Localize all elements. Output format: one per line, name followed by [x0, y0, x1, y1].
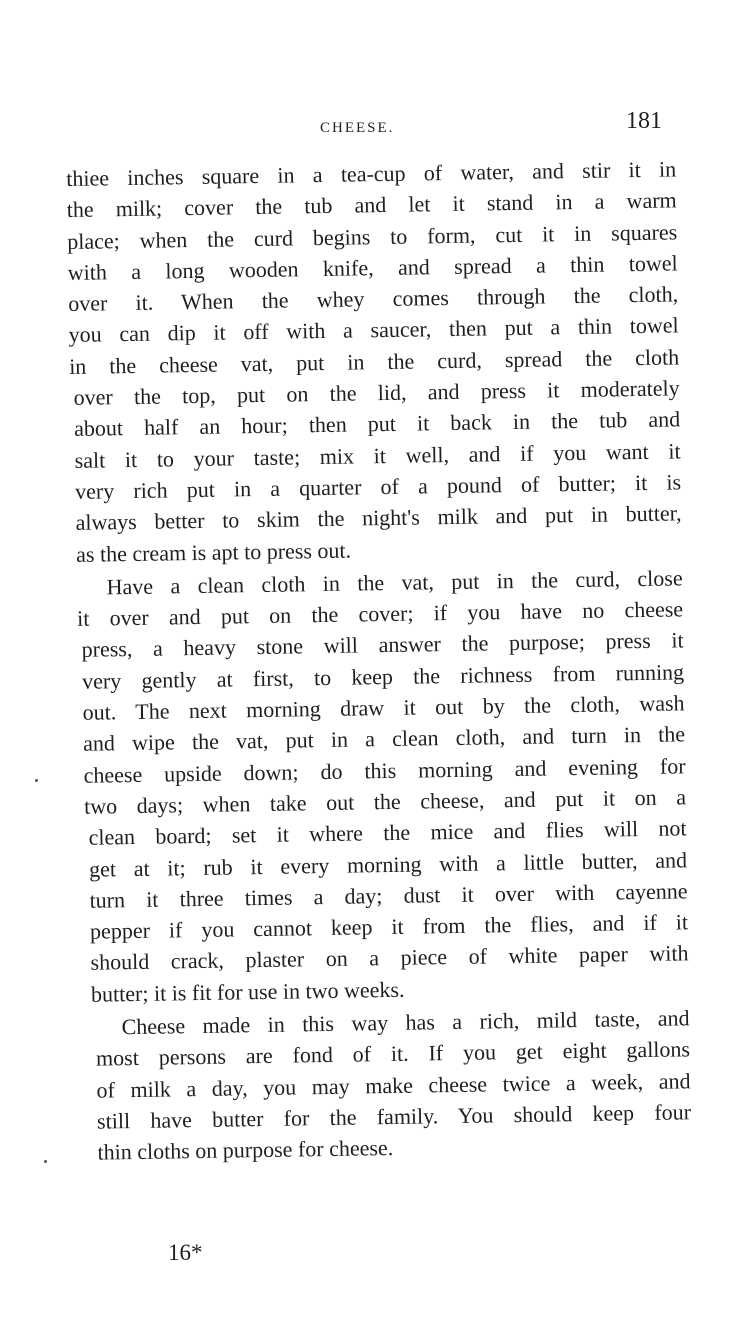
- text-line: get at it; rub it every morning with a little butter, and: [88, 846, 688, 882]
- text-line: and wipe the vat, put in a clean cloth, and turn in the: [82, 721, 686, 757]
- text-line: should crack, plaster on a piece of white paper with: [90, 940, 689, 976]
- text-line: most persons are fond of it. If you get eight gallons: [95, 1036, 691, 1071]
- text-line: very rich put in a quarter of a pound of butter; it is: [74, 469, 682, 504]
- page-number: 181: [626, 108, 662, 134]
- text-line: you can dip it off with a saucer, then put a thin towel: [68, 312, 679, 348]
- text-line: press, a heavy stone will answer the purpose; press it: [81, 627, 684, 663]
- text-line: two days; when take out the cheese, and put it on a: [83, 784, 687, 819]
- text-line: out. The next morning draw it out by the cloth, wash: [82, 690, 685, 725]
- running-head: [70, 108, 670, 148]
- text-line: still have butter for the family. You should keep four: [96, 1099, 692, 1134]
- text-line: as the cream is apt to press out.: [75, 537, 352, 567]
- text-line: pepper if you cannot keep it from the flies, and if it: [89, 909, 689, 944]
- text-line: butter; it is fit for use in two weeks.: [90, 976, 405, 1007]
- text-line: Cheese made in this way has a rich, mild taste, and: [121, 1005, 690, 1040]
- text-line: the milk; cover the tub and let it stand in a warm: [66, 187, 677, 223]
- text-line: place; when the curd begins to form, cut it in squares: [67, 219, 678, 254]
- margin-speck: [44, 1160, 47, 1163]
- text-line: thin cloths on purpose for cheese.: [97, 1135, 394, 1165]
- paragraph: [72, 562, 689, 1010]
- text-line: it over and put on the cover; if you have no cheese: [76, 596, 684, 632]
- text-line: turn it three times a day; dust it over with cayenne: [89, 878, 688, 913]
- text-line: about half an hour; then put it back in the tub and: [73, 406, 681, 442]
- text-line: of milk a day, you may make cheese twice a week, and: [96, 1067, 691, 1103]
- signature-mark: 16*: [168, 1240, 203, 1265]
- body-text: [66, 153, 692, 1168]
- text-line: with a long wooden knife, and spread a thin towel: [67, 250, 678, 285]
- paragraph: [79, 1002, 691, 1168]
- paragraph: [66, 153, 682, 569]
- margin-speck: [35, 779, 38, 782]
- text-line: very gently at first, to keep the richness from running: [81, 659, 685, 694]
- text-line: clean board; set it where the mice and flies will not: [88, 815, 687, 850]
- text-line: always better to skim the night's milk and put in butter,: [75, 500, 682, 536]
- text-line: over it. When the whey comes through the cloth,: [68, 281, 679, 317]
- text-line: cheese upside down; do this morning and evening for: [83, 752, 686, 788]
- text-line: in the cheese vat, put in the curd, spread the cloth: [68, 344, 680, 379]
- chapter-title: CHEESE.: [320, 120, 395, 136]
- text-line: thiee inches square in a tea-cup of water, and stir it in: [66, 156, 677, 191]
- text-line: salt it to your taste; mix it well, and if you want it: [74, 438, 681, 473]
- text-line: Have a clean cloth in the vat, put in the curd, close: [106, 565, 683, 600]
- text-line: over the top, put on the lid, and press it moderately: [73, 375, 680, 410]
